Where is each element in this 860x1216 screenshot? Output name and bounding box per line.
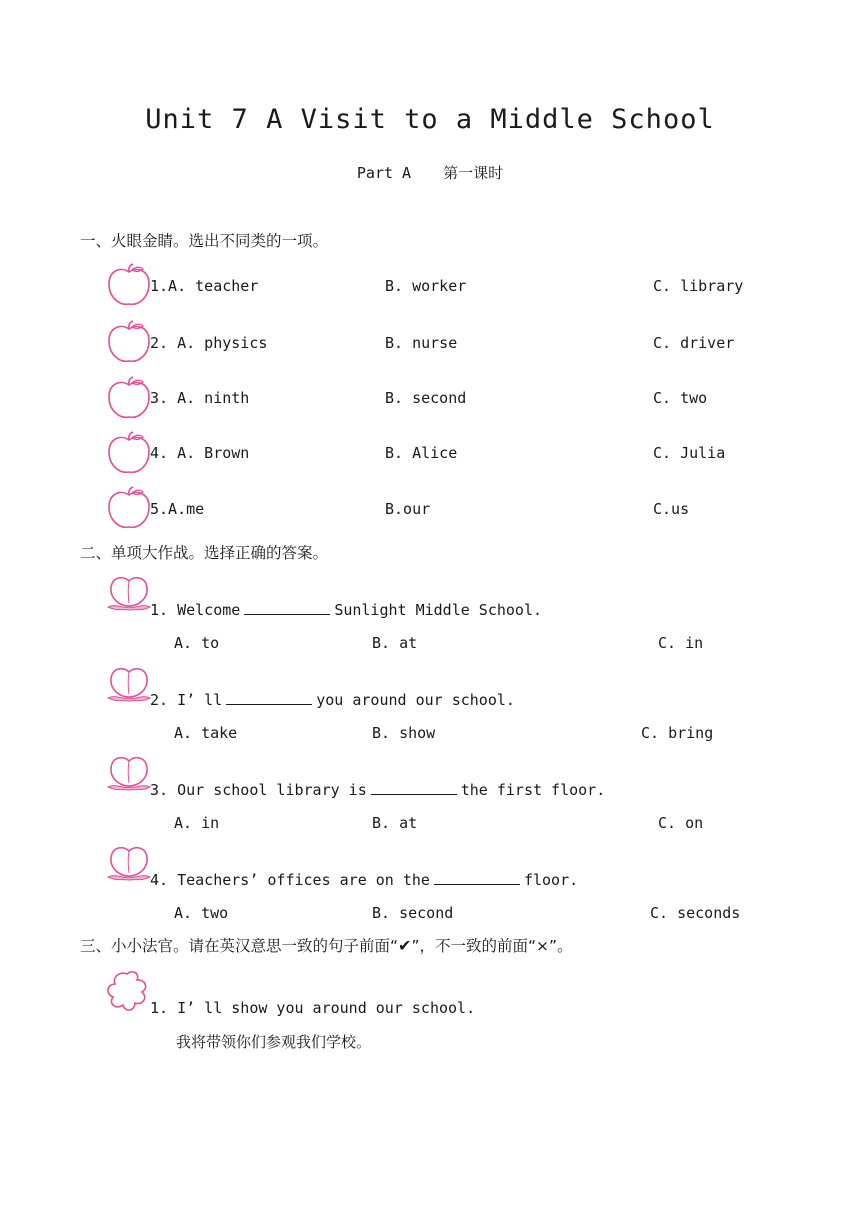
answer-blank[interactable]: [371, 780, 457, 795]
peach-icon: [106, 753, 152, 793]
section-3-heading-text: 三、小小法官。请在英汉意思一致的句子前面“: [80, 937, 399, 955]
section-1-heading: 一、火眼金睛。选出不同类的一项。: [80, 232, 329, 250]
q1-5-option-c: C.us: [653, 500, 690, 518]
part-label: Part A: [356, 164, 412, 182]
q2-1-text-after: Sunlight Middle School.: [334, 601, 543, 619]
apple-icon: [106, 375, 152, 421]
q2-2-text-before: 2. I’ ll: [150, 691, 223, 709]
q2-1-option-a: A. to: [174, 634, 220, 652]
section-3-heading: [80, 934, 573, 956]
q2-2-question: [150, 690, 515, 709]
q1-1-option-c: C. library: [653, 277, 744, 295]
q2-2-option-c: C. bring: [641, 724, 714, 742]
q2-4-text-after: floor.: [523, 871, 579, 889]
q1-2-option-a: 2. A. physics: [150, 334, 268, 352]
q2-1-option-c: C. in: [658, 634, 704, 652]
cross-mark-icon: ×: [536, 937, 550, 955]
answer-blank[interactable]: [226, 690, 312, 705]
q1-3-option-a: 3. A. ninth: [150, 389, 250, 407]
apple-icon: [106, 485, 152, 531]
q1-4-option-b: B. Alice: [385, 444, 458, 462]
q2-3-option-c: C. on: [658, 814, 704, 832]
q2-4-question: [150, 870, 578, 889]
apple-icon: [106, 319, 152, 365]
answer-blank[interactable]: [434, 870, 520, 885]
q2-4-option-a: A. two: [174, 904, 229, 922]
q1-5-option-a: 5.A.me: [150, 500, 205, 518]
q2-4-option-c: C. seconds: [650, 904, 741, 922]
q2-4-text-before: 4. Teachers’ offices are on the: [150, 871, 430, 889]
q2-1-text-before: 1. Welcome: [150, 601, 241, 619]
section-2-heading: 二、单项大作战。选择正确的答案。: [80, 544, 329, 562]
q2-3-option-a: A. in: [174, 814, 220, 832]
q2-3-option-b: B. at: [372, 814, 418, 832]
check-mark-icon: ✔: [398, 936, 412, 955]
q2-3-text-after: the first floor.: [460, 781, 606, 799]
apple-icon: [106, 430, 152, 476]
q2-3-question: [150, 780, 605, 799]
q1-1-option-b: B. worker: [385, 277, 467, 295]
q2-2-option-b: B. show: [372, 724, 436, 742]
q1-4-option-a: 4. A. Brown: [150, 444, 250, 462]
q1-1-option-a: 1.A. teacher: [150, 277, 259, 295]
q2-2-text-after: you around our school.: [316, 691, 515, 709]
q1-5-option-b: B.our: [385, 500, 431, 518]
lesson-label: 第一课时: [443, 164, 504, 182]
q1-4-option-c: C. Julia: [653, 444, 726, 462]
q1-3-option-b: B. second: [385, 389, 467, 407]
section-3-heading-text-mid: ”，不一致的前面“: [411, 937, 537, 955]
q3-1-english: 1. I’ ll show you around our school.: [150, 999, 476, 1017]
q2-4-option-b: B. second: [372, 904, 454, 922]
peach-icon: [106, 843, 152, 883]
peach-icon: [106, 664, 152, 704]
page-title: Unit 7 A Visit to a Middle School: [145, 104, 715, 135]
q1-3-option-c: C. two: [653, 389, 708, 407]
peach-icon: [106, 573, 152, 613]
q1-2-option-b: B. nurse: [385, 334, 458, 352]
q3-1-chinese: 我将带领你们参观我们学校。: [176, 1033, 372, 1051]
q2-2-option-a: A. take: [174, 724, 238, 742]
flower-icon: [104, 968, 150, 1014]
answer-blank[interactable]: [244, 600, 330, 615]
apple-icon: [106, 262, 152, 308]
q1-2-option-c: C. driver: [653, 334, 735, 352]
section-3-heading-text-end: ”。: [549, 937, 573, 955]
q2-1-option-b: B. at: [372, 634, 418, 652]
q2-1-question: [150, 600, 542, 619]
page-subtitle: [0, 162, 860, 183]
q2-3-text-before: 3. Our school library is: [150, 781, 367, 799]
